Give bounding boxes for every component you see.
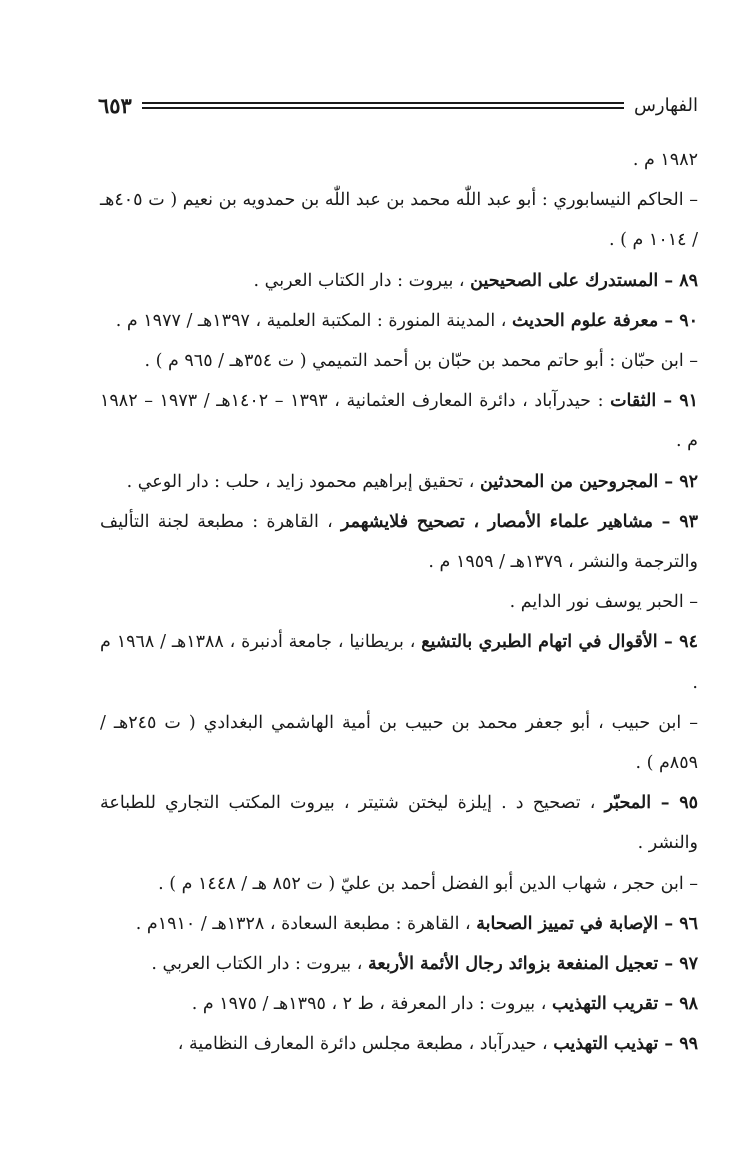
bib-entry: ٩٨ – تقريب التهذيب ، بيروت : دار المعرفة ، ط ٢ ، ١٣٩٥هـ / ١٩٧٥ م . [191,994,698,1015]
book-title: المستدرك على الصحيحين [470,270,659,291]
author-line: – ابن حبيب ، أبو جعفر محمد بن حبيب بن أمية الهاشمي البغدادي ( ت ٢٤٥هـ / ٨٥٩م ) . [100,712,698,774]
bib-entry: ٩١ – الثقات : حيدرآباد ، دائرة المعارف العثمانية ، ١٣٩٣ – ١٤٠٢هـ / ١٩٧٣ – ١٩٨٢ م . [100,391,698,452]
book-title: الإصابة في تمييز الصحابة [476,913,659,934]
book-title: المجروحين من المحدثين [479,471,659,492]
bib-entry: ٩٦ – الإصابة في تمييز الصحابة ، القاهرة : مطبعة السعادة ، ١٣٢٨هـ / ١٩١٠م . [135,913,698,934]
author-line: – ابن حجر ، شهاب الدين أبو الفضل أحمد بن عليّ ( ت ٨٥٢ هـ / ١٤٤٨ م ) . [158,873,698,894]
bib-entry: ٩٥ – المحبّر ، تصحيح د . إيلزة ليختن شتيتر ، بيروت المكتب التجاري للطباعة والنشر . [100,793,698,854]
book-title: المحبّر [604,793,652,814]
bib-entry: ٩٩ – تهذيب التهذيب ، حيدرآباد ، مطبعة مجلس دائرة المعارف النظامية ، [177,1034,698,1055]
book-title: تقريب التهذيب [551,994,659,1015]
running-header [98,88,698,122]
page-number: ٦٥٣ [98,92,132,118]
author-line: – الحبر يوسف نور الدايم . [509,592,698,613]
bib-entry: ٩٣ – مشاهير علماء الأمصار ، تصحيح فلايشهمر ، القاهرة : مطبعة لجنة التأليف والترجمة والنشر ، ١٣٧٩هـ / ١٩٥٩ م . [100,511,698,573]
book-title: مشاهير علماء الأمصار ، تصحيح فلايشهمر [340,511,653,532]
book-title: تعجيل المنفعة بزوائد رجال الأئمة الأربعة [367,954,659,975]
bib-entry: ٨٩ – المستدرك على الصحيحين ، بيروت : دار الكتاب العربي . [253,270,698,291]
book-title: معرفة علوم الحديث [512,310,659,331]
bib-entry: ٩٢ – المجروحين من المحدثين ، تحقيق إبراهيم محمود زايد ، حلب : دار الوعي . [126,471,698,492]
header-rule [142,100,624,110]
bibliography-body [100,140,698,1065]
author-line: – الحاكم النيسابوري : أبو عبد اللّٰه محمد بن عبد اللّٰه بن حمدويه بن نعيم ( ت ٤٠٥هـ / ١٠١٤ م ) . [100,190,698,251]
entry-continuation: ١٩٨٢ م . [632,150,698,170]
bib-entry: ٩٠ – معرفة علوم الحديث ، المدينة المنورة : المكتبة العلمية ، ١٣٩٧هـ / ١٩٧٧ م . [115,310,698,331]
book-title: الأقوال في اتهام الطبري بالتشيع [421,632,658,653]
header-title: الفهارس [633,94,698,116]
book-title: الثقات [610,391,657,412]
bib-entry: ٩٤ – الأقوال في اتهام الطبري بالتشيع ، بريطانيا ، جامعة أدنبرة ، ١٣٨٨هـ / ١٩٦٨ م . [100,632,698,693]
book-title: تهذيب التهذيب [553,1034,659,1055]
bib-entry: ٩٧ – تعجيل المنفعة بزوائد رجال الأئمة الأربعة ، بيروت : دار الكتاب العربي . [151,954,698,975]
author-line: – ابن حبّان : أبو حاتم محمد بن حبّان بن أحمد التميمي ( ت ٣٥٤هـ / ٩٦٥ م ) . [144,351,698,372]
